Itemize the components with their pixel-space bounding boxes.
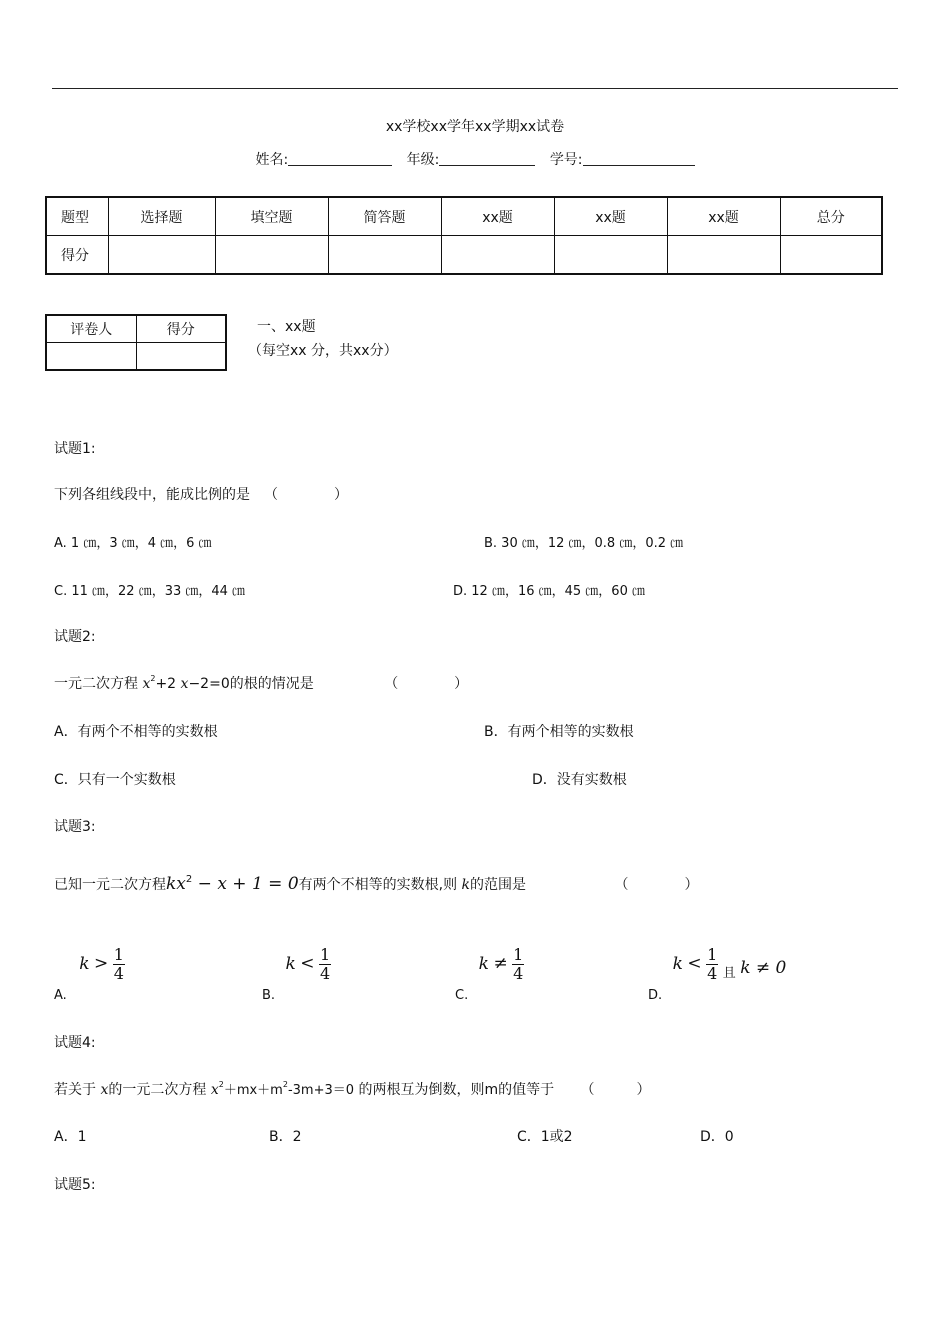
name-field[interactable] bbox=[288, 151, 392, 166]
option-b: B．2 bbox=[269, 1129, 302, 1145]
fraction: $\frac{1}{4}$ bbox=[319, 945, 331, 983]
question-label: 试题1: bbox=[54, 441, 96, 457]
option-d: D．没有实数根 bbox=[532, 772, 627, 788]
student-info-line bbox=[0, 149, 950, 169]
id-label: 学号: bbox=[549, 152, 583, 168]
option-b: B．有两个相等的实数根 bbox=[484, 724, 634, 740]
score-row-label: 得分 bbox=[46, 236, 108, 275]
option-b: B. k < $\frac{1}{4}$ bbox=[262, 945, 331, 1003]
grade-field[interactable] bbox=[439, 151, 535, 166]
section-title: 一、xx题 bbox=[257, 319, 316, 335]
option-a: A．1 bbox=[54, 1129, 87, 1145]
option-d: D．0 bbox=[700, 1129, 734, 1145]
fraction: $\frac{1}{4}$ bbox=[513, 945, 524, 983]
answer-paren: （ ） bbox=[614, 877, 699, 893]
score-header-cell: 总分 bbox=[780, 197, 882, 236]
option-d: D. k < $\frac{1}{4}$ 且 k ≠ 0 bbox=[648, 945, 787, 1003]
option-a: A. 1 ㎝，3 ㎝，4 ㎝，6 ㎝ bbox=[54, 536, 212, 551]
score-cell[interactable] bbox=[554, 236, 667, 275]
score-header-cell: xx题 bbox=[667, 197, 780, 236]
score-table bbox=[45, 196, 883, 275]
option-a: A．有两个不相等的实数根 bbox=[54, 724, 218, 740]
score-cell[interactable] bbox=[780, 236, 882, 275]
option-c: C. k ≠ $\frac{1}{4}$ bbox=[455, 945, 524, 1003]
answer-paren: （ ） bbox=[384, 676, 469, 692]
score-header-cell: 填空题 bbox=[215, 197, 328, 236]
score-cell[interactable] bbox=[441, 236, 554, 275]
fraction: $\frac{1}{4}$ bbox=[113, 945, 124, 983]
score-table-header-row bbox=[46, 197, 882, 236]
grader-label: 评卷人 bbox=[46, 315, 136, 343]
score-header-cell: xx题 bbox=[554, 197, 667, 236]
option-b: B. 30 ㎝，12 ㎝，0.8 ㎝，0.2 ㎝ bbox=[484, 536, 684, 551]
exam-title: xx学校xx学年xx学期xx试卷 bbox=[385, 119, 565, 135]
score-header-cell: xx题 bbox=[441, 197, 554, 236]
grader-score-cell[interactable] bbox=[136, 343, 226, 371]
name-label: 姓名: bbox=[255, 152, 289, 168]
question-label: 试题4: bbox=[54, 1035, 96, 1051]
option-c: C. 11 ㎝，22 ㎝，33 ㎝，44 ㎝ bbox=[54, 584, 246, 599]
grader-score-label: 得分 bbox=[136, 315, 226, 343]
option-a: A. k > $\frac{1}{4}$ bbox=[54, 945, 124, 1003]
option-c: C．1或2 bbox=[517, 1129, 573, 1145]
score-table-score-row bbox=[46, 236, 882, 275]
question-label: 试题2: bbox=[54, 629, 96, 645]
question-stem: 一元二次方程 $x^2+2$ x−2=0的根的情况是 （ ） bbox=[54, 674, 469, 692]
option-d: D. 12 ㎝，16 ㎝，45 ㎝，60 ㎝ bbox=[453, 584, 645, 599]
grade-label: 年级: bbox=[406, 152, 440, 168]
grader-cell[interactable] bbox=[46, 343, 136, 371]
header-rule bbox=[52, 88, 898, 89]
question-stem: 已知一元二次方程$kx^2 - x + 1 = 0$有两个不相等的实数根,则 k的范围是 （ ） bbox=[54, 874, 699, 894]
score-header-cell: 选择题 bbox=[108, 197, 215, 236]
answer-paren: （ ） bbox=[264, 487, 348, 503]
question-label: 试题5: bbox=[54, 1177, 96, 1193]
score-cell[interactable] bbox=[328, 236, 441, 275]
student-id-field[interactable] bbox=[583, 151, 695, 166]
answer-paren: （ ） bbox=[580, 1082, 651, 1098]
score-header-cell: 简答题 bbox=[328, 197, 441, 236]
option-c: C．只有一个实数根 bbox=[54, 772, 176, 788]
question-label: 试题3: bbox=[54, 819, 96, 835]
grader-table bbox=[45, 314, 227, 371]
score-cell[interactable] bbox=[215, 236, 328, 275]
question-stem: 下列各组线段中，能成比例的是 （ ） bbox=[54, 487, 348, 503]
section-note: （每空xx 分，共xx分） bbox=[248, 343, 398, 359]
score-cell[interactable] bbox=[108, 236, 215, 275]
score-cell[interactable] bbox=[667, 236, 780, 275]
score-header-cell: 题型 bbox=[46, 197, 108, 236]
fraction: $\frac{1}{4}$ bbox=[707, 945, 718, 983]
question-stem: 若关于 x的一元二次方程 $x^2+mx+m^2-3m+3=0$ 的两根互为倒数，则m的值等于 （ ） bbox=[54, 1080, 651, 1098]
